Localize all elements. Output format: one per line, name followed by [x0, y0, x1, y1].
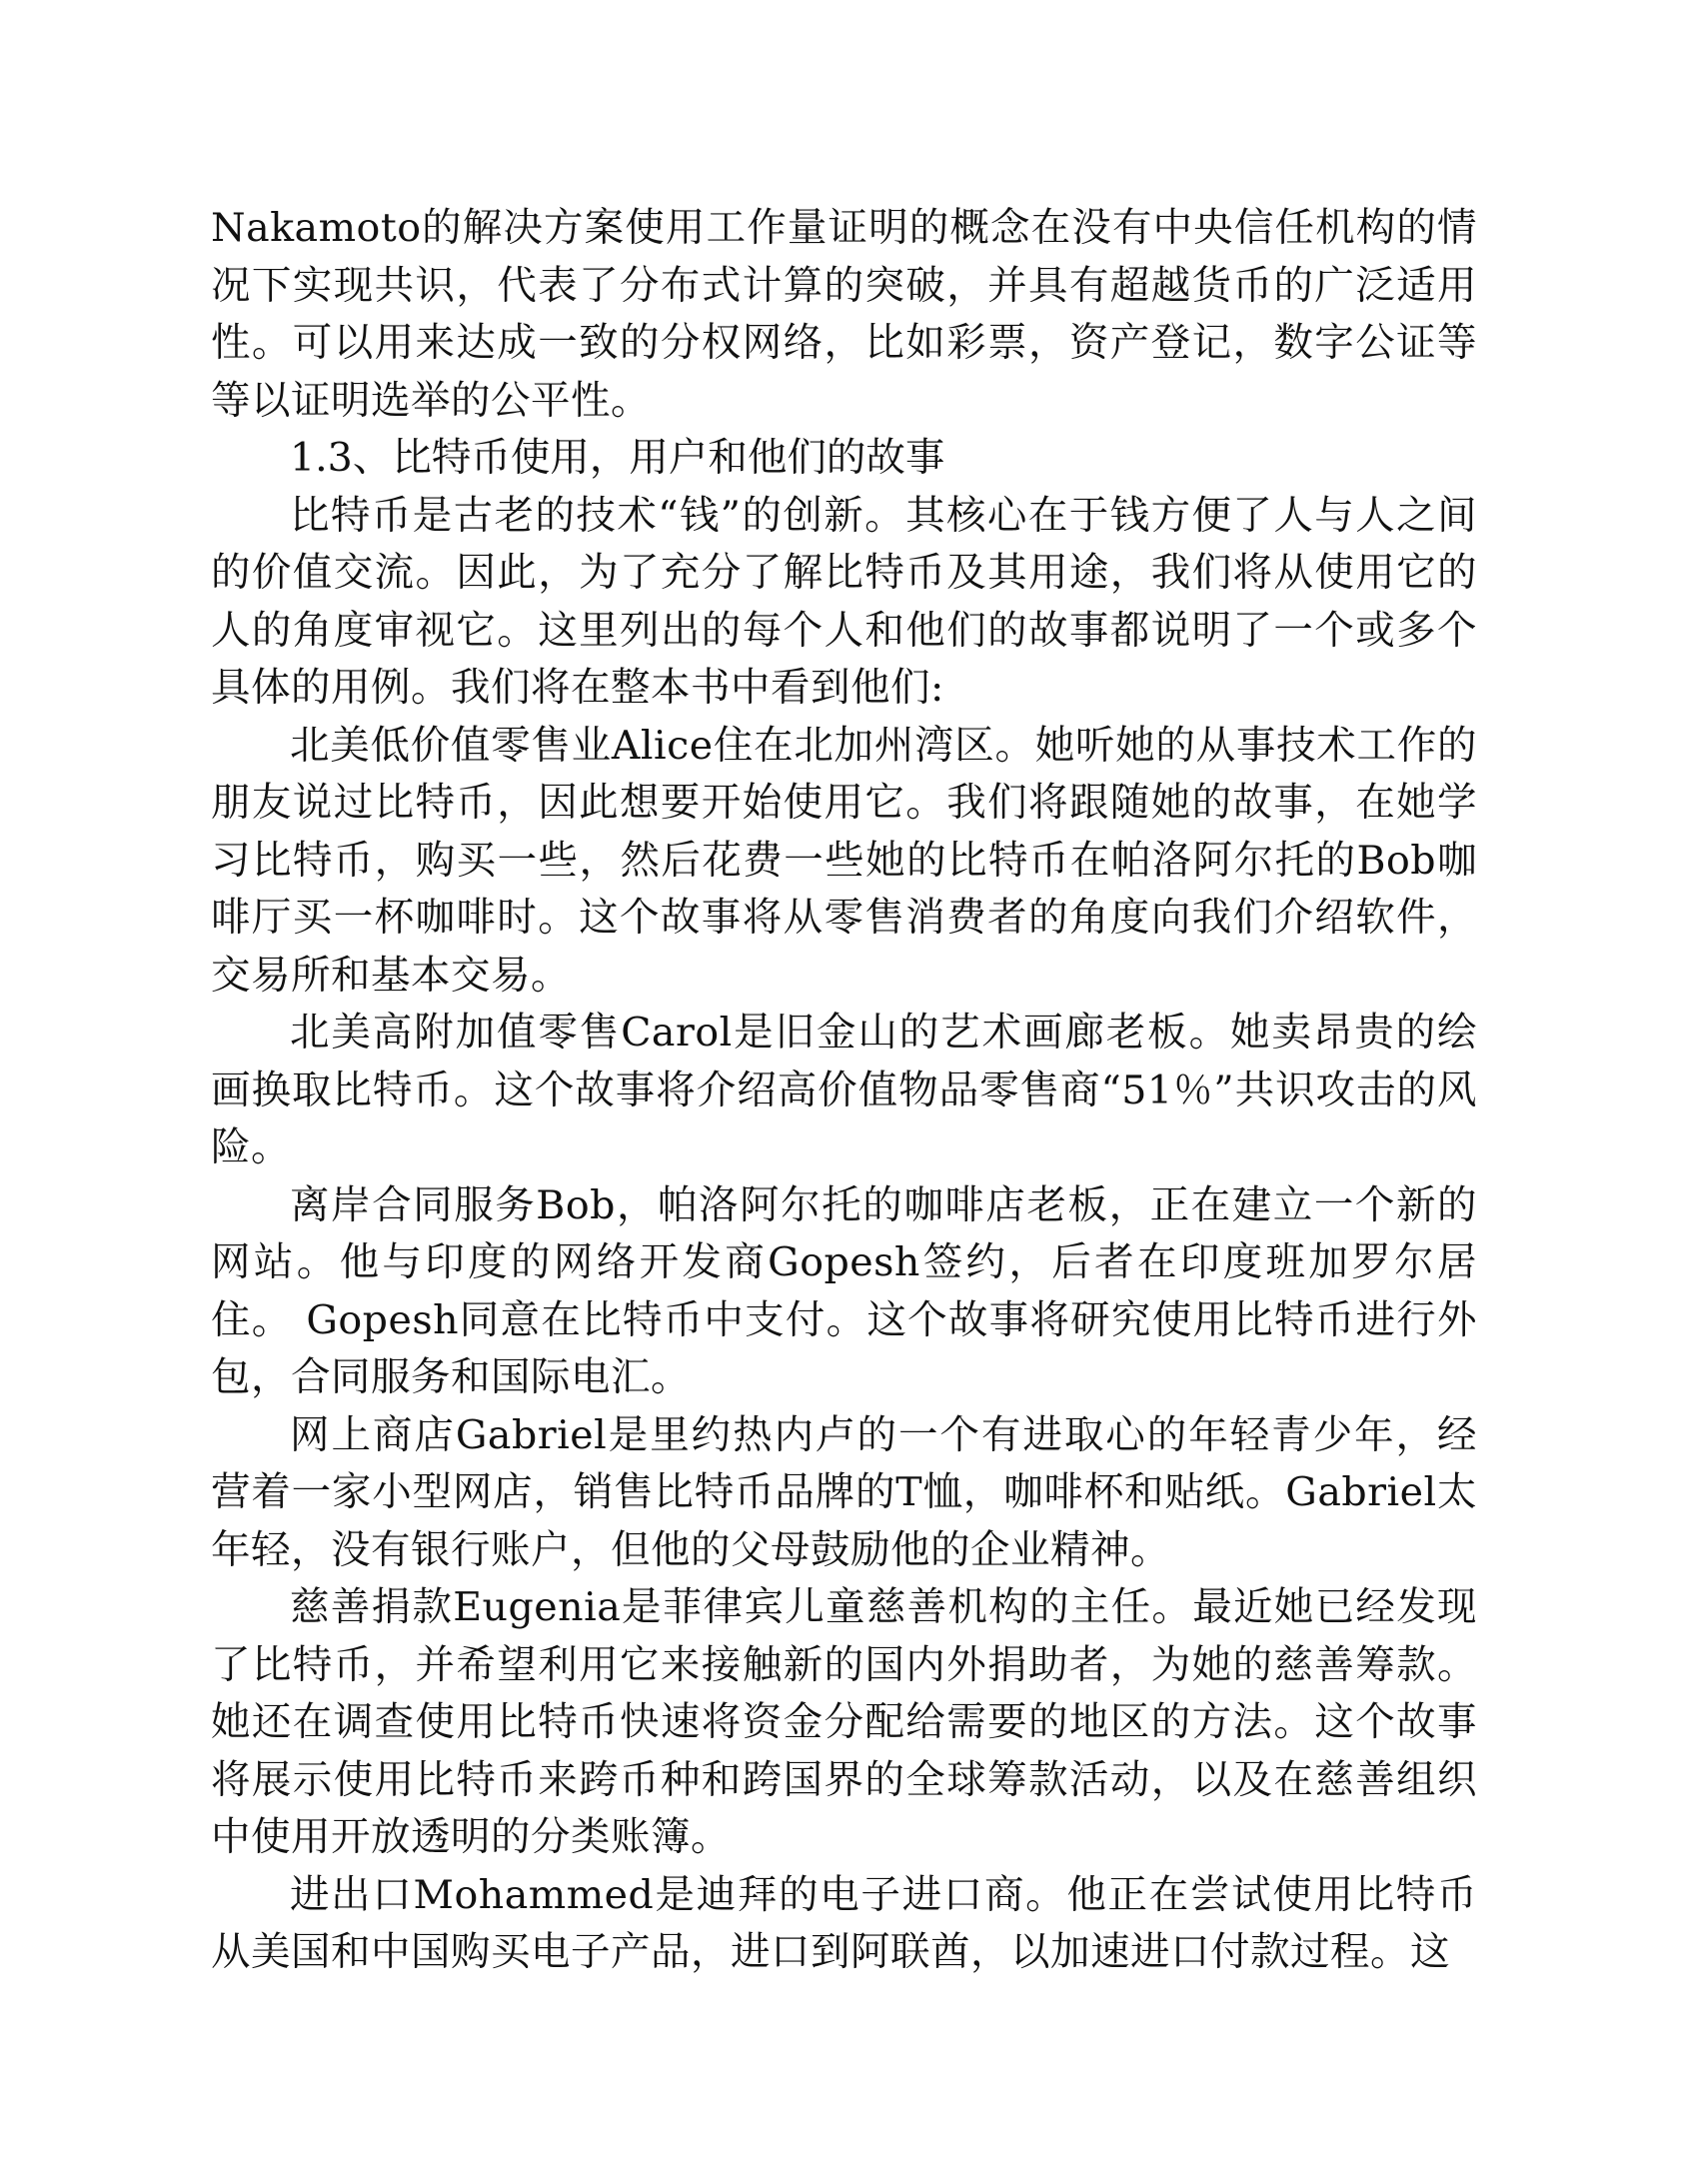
paragraph-consensus: Nakamoto的解决方案使用工作量证明的概念在没有中央信任机构的情况下实现共识，代表了分布式计算的突破，并具有超越货币的广泛适用性。可以用来达成一致的分权网络，比如彩票，资产登记，数字公证等等以证明选举的公平性。	[211, 205, 1477, 424]
paragraph-intro: 比特币是古老的技术“钱”的创新。其核心在于钱方便了人与人之间的价值交流。因此，为了充分了解比特币及其用途，我们将从使用它的人的角度审视它。这里列出的每个人和他们的故事都说明了一个或多个具体的用例。我们将在整本书中看到他们:	[211, 492, 1477, 711]
paragraph-eugenia: 慈善捐款Eugenia是菲律宾儿童慈善机构的主任。最近她已经发现了比特币，并希望利用它来接触新的国内外捐助者，为她的慈善筹款。她还在调查使用比特币快速将资金分配给需要的地区的方法。这个故事将展示使用比特币来跨币种和跨国界的全球筹款活动，以及在慈善组织中使用开放透明的分类账簿。	[211, 1584, 1477, 1860]
paragraph-alice: 北美低价值零售业Alice住在北加州湾区。她听她的从事技术工作的朋友说过比特币，因此想要开始使用它。我们将跟随她的故事，在她学习比特币，购买一些，然后花费一些她的比特币在帕洛阿尔托的Bob咖啡厅买一杯咖啡时。这个故事将从零售消费者的角度向我们介绍软件，交易所和基本交易。	[211, 722, 1477, 999]
document-page	[211, 200, 1477, 1982]
paragraph-gabriel: 网上商店Gabriel是里约热内卢的一个有进取心的年轻青少年，经营着一家小型网店，销售比特币品牌的T恤，咖啡杯和贴纸。Gabriel太年轻，没有银行账户，但他的父母鼓励他的企业精神。	[211, 1411, 1477, 1573]
paragraph-carol: 北美高附加值零售Carol是旧金山的艺术画廊老板。她卖昂贵的绘画换取比特币。这个故事将介绍高价值物品零售商“51％”共识攻击的风险。	[211, 1010, 1477, 1170]
paragraph-mohammed: 进出口Mohammed是迪拜的电子进口商。他正在尝试使用比特币从美国和中国购买电子产品，进口到阿联酋，以加速进口付款过程。这	[211, 1871, 1477, 1975]
paragraph-bob: 离岸合同服务Bob，帕洛阿尔托的咖啡店老板，正在建立一个新的网站。他与印度的网络开发商Gopesh签约，后者在印度班加罗尔居住。 Gopesh同意在比特币中支付。这个故事将研究使用比特币进行外包，合同服务和国际电汇。	[211, 1181, 1477, 1400]
section-heading: 1.3、比特币使用，用户和他们的故事	[290, 435, 945, 481]
